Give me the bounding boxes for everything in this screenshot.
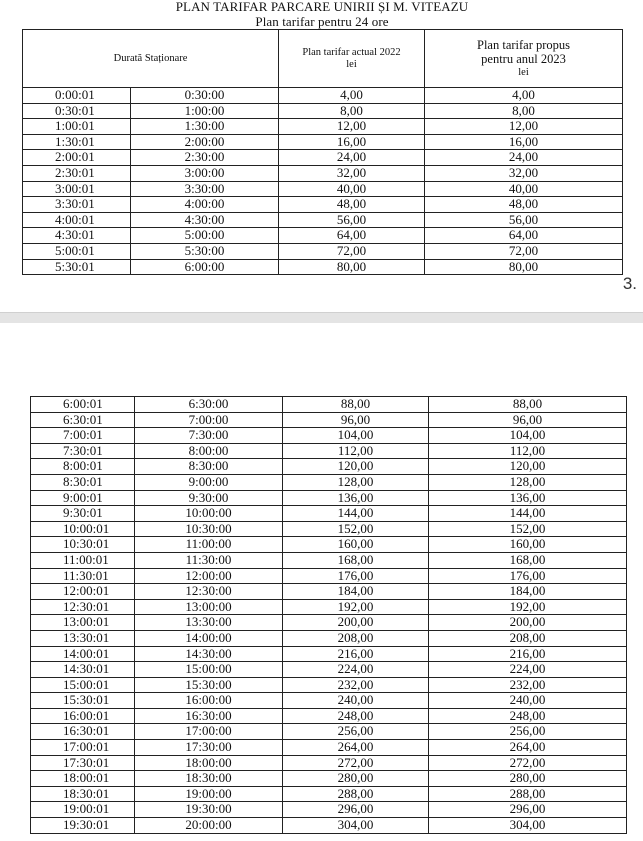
cell-proposed-price: 224,00 [429, 662, 627, 678]
cell-current-price: 144,00 [283, 506, 429, 522]
cell-current-price: 40,00 [279, 181, 425, 197]
cell-proposed-price: 264,00 [429, 740, 627, 756]
table-row [31, 802, 627, 818]
cell-current-price: 12,00 [279, 119, 425, 135]
page-number: 3. [622, 274, 637, 293]
cell-proposed-price: 72,00 [425, 243, 623, 259]
header-proposed-label: Plan tarifar propus pentru anul 2023 [477, 37, 571, 66]
cell-current-price: 104,00 [283, 428, 429, 444]
cell-from: 16:00:01 [31, 708, 135, 724]
table-row [31, 630, 627, 646]
table-row [23, 212, 623, 228]
cell-from: 18:00:01 [31, 771, 135, 787]
cell-proposed-price: 296,00 [429, 802, 627, 818]
cell-from: 0:00:01 [23, 88, 131, 104]
tariff-table-page-2 [30, 396, 627, 834]
table-row [31, 693, 627, 709]
page-subtitle: Plan tarifar pentru 24 ore [255, 14, 389, 29]
cell-proposed-price: 168,00 [429, 552, 627, 568]
cell-from: 1:00:01 [23, 119, 131, 135]
cell-to: 13:30:00 [135, 615, 283, 631]
cell-from: 4:30:01 [23, 228, 131, 244]
header-proposed-unit: lei [518, 66, 529, 78]
table-row [23, 259, 623, 275]
document-page-2 [0, 323, 643, 841]
cell-to: 19:30:00 [135, 802, 283, 818]
cell-to: 14:30:00 [135, 646, 283, 662]
cell-from: 7:00:01 [31, 428, 135, 444]
cell-proposed-price: 176,00 [429, 568, 627, 584]
cell-to: 8:30:00 [135, 459, 283, 475]
cell-from: 11:00:01 [31, 552, 135, 568]
cell-proposed-price: 32,00 [425, 165, 623, 181]
cell-current-price: 120,00 [283, 459, 429, 475]
cell-to: 11:00:00 [135, 537, 283, 553]
table-row [23, 119, 623, 135]
cell-current-price: 304,00 [283, 818, 429, 834]
cell-from: 14:30:01 [31, 662, 135, 678]
cell-proposed-price: 64,00 [425, 228, 623, 244]
cell-current-price: 240,00 [283, 693, 429, 709]
cell-from: 17:30:01 [31, 755, 135, 771]
cell-to: 9:00:00 [135, 474, 283, 490]
cell-current-price: 72,00 [279, 243, 425, 259]
table-row [31, 584, 627, 600]
cell-proposed-price: 248,00 [429, 708, 627, 724]
cell-proposed-price: 112,00 [429, 443, 627, 459]
table-header-row [23, 30, 623, 88]
cell-current-price: 280,00 [283, 771, 429, 787]
table-row [23, 88, 623, 104]
cell-current-price: 32,00 [279, 165, 425, 181]
cell-current-price: 160,00 [283, 537, 429, 553]
table-row [31, 708, 627, 724]
cell-from: 6:30:01 [31, 412, 135, 428]
cell-to: 8:00:00 [135, 443, 283, 459]
header-duration: Durată Staționare [23, 30, 279, 88]
cell-from: 10:30:01 [31, 537, 135, 553]
cell-proposed-price: 16,00 [425, 134, 623, 150]
cell-current-price: 24,00 [279, 150, 425, 166]
cell-current-price: 208,00 [283, 630, 429, 646]
cell-current-price: 296,00 [283, 802, 429, 818]
table-row [31, 568, 627, 584]
cell-proposed-price: 288,00 [429, 786, 627, 802]
cell-to: 5:00:00 [131, 228, 279, 244]
table-row [31, 459, 627, 475]
table-row [31, 771, 627, 787]
cell-proposed-price: 216,00 [429, 646, 627, 662]
cell-to: 0:30:00 [131, 88, 279, 104]
cell-from: 3:00:01 [23, 181, 131, 197]
table-row [31, 677, 627, 693]
cell-to: 10:00:00 [135, 506, 283, 522]
table-row [31, 662, 627, 678]
tariff-table-page-1 [22, 29, 623, 275]
cell-current-price: 168,00 [283, 552, 429, 568]
table-row [31, 740, 627, 756]
cell-from: 15:00:01 [31, 677, 135, 693]
table-row [23, 134, 623, 150]
cell-proposed-price: 40,00 [425, 181, 623, 197]
cell-to: 17:00:00 [135, 724, 283, 740]
cell-current-price: 88,00 [283, 397, 429, 413]
cell-proposed-price: 208,00 [429, 630, 627, 646]
cell-current-price: 80,00 [279, 259, 425, 275]
cell-from: 0:30:01 [23, 103, 131, 119]
cell-proposed-price: 200,00 [429, 615, 627, 631]
cell-to: 1:30:00 [131, 119, 279, 135]
cell-proposed-price: 8,00 [425, 103, 623, 119]
cell-to: 12:00:00 [135, 568, 283, 584]
cell-from: 4:00:01 [23, 212, 131, 228]
cell-from: 9:30:01 [31, 506, 135, 522]
cell-proposed-price: 304,00 [429, 818, 627, 834]
table-row [23, 228, 623, 244]
cell-from: 10:00:01 [31, 521, 135, 537]
header-current-tariff [279, 30, 425, 88]
cell-to: 7:30:00 [135, 428, 283, 444]
table-row [31, 397, 627, 413]
cell-from: 2:30:01 [23, 165, 131, 181]
cell-proposed-price: 120,00 [429, 459, 627, 475]
cell-to: 6:00:00 [131, 259, 279, 275]
cell-to: 18:00:00 [135, 755, 283, 771]
table-row [23, 243, 623, 259]
cell-proposed-price: 280,00 [429, 771, 627, 787]
cell-to: 16:30:00 [135, 708, 283, 724]
table-row [23, 103, 623, 119]
cell-to: 15:00:00 [135, 662, 283, 678]
table-row [23, 165, 623, 181]
cell-current-price: 288,00 [283, 786, 429, 802]
table-row [31, 724, 627, 740]
cell-current-price: 272,00 [283, 755, 429, 771]
cell-from: 11:30:01 [31, 568, 135, 584]
cell-to: 9:30:00 [135, 490, 283, 506]
table-row [31, 646, 627, 662]
cell-from: 8:30:01 [31, 474, 135, 490]
cell-from: 7:30:01 [31, 443, 135, 459]
cell-proposed-price: 56,00 [425, 212, 623, 228]
cell-proposed-price: 144,00 [429, 506, 627, 522]
cell-from: 19:00:01 [31, 802, 135, 818]
cell-from: 6:00:01 [31, 397, 135, 413]
cell-from: 17:00:01 [31, 740, 135, 756]
cell-proposed-price: 104,00 [429, 428, 627, 444]
table-row [23, 197, 623, 213]
cell-from: 8:00:01 [31, 459, 135, 475]
cell-proposed-price: 160,00 [429, 537, 627, 553]
cell-from: 5:00:01 [23, 243, 131, 259]
cell-to: 13:00:00 [135, 599, 283, 615]
table-row [31, 428, 627, 444]
cell-to: 10:30:00 [135, 521, 283, 537]
table-row [31, 755, 627, 771]
cell-from: 3:30:01 [23, 197, 131, 213]
cell-from: 5:30:01 [23, 259, 131, 275]
cell-from: 13:30:01 [31, 630, 135, 646]
cell-to: 14:00:00 [135, 630, 283, 646]
cell-proposed-price: 272,00 [429, 755, 627, 771]
cell-proposed-price: 24,00 [425, 150, 623, 166]
cell-from: 16:30:01 [31, 724, 135, 740]
document-page-1 [0, 0, 643, 312]
cell-to: 20:00:00 [135, 818, 283, 834]
cell-current-price: 176,00 [283, 568, 429, 584]
cell-current-price: 192,00 [283, 599, 429, 615]
cell-from: 12:30:01 [31, 599, 135, 615]
cell-proposed-price: 136,00 [429, 490, 627, 506]
cell-from: 14:00:01 [31, 646, 135, 662]
cell-from: 12:00:01 [31, 584, 135, 600]
cell-to: 3:30:00 [131, 181, 279, 197]
cell-current-price: 200,00 [283, 615, 429, 631]
cell-current-price: 64,00 [279, 228, 425, 244]
cell-proposed-price: 12,00 [425, 119, 623, 135]
cell-current-price: 184,00 [283, 584, 429, 600]
cell-to: 11:30:00 [135, 552, 283, 568]
cell-proposed-price: 192,00 [429, 599, 627, 615]
table-row [31, 474, 627, 490]
table-row [23, 181, 623, 197]
cell-to: 2:30:00 [131, 150, 279, 166]
header-proposed-tariff [425, 30, 623, 88]
cell-to: 16:00:00 [135, 693, 283, 709]
table-row [31, 552, 627, 568]
cell-current-price: 96,00 [283, 412, 429, 428]
cell-from: 18:30:01 [31, 786, 135, 802]
cell-proposed-price: 232,00 [429, 677, 627, 693]
cell-to: 1:00:00 [131, 103, 279, 119]
table-row [31, 599, 627, 615]
table-row [23, 150, 623, 166]
cell-current-price: 48,00 [279, 197, 425, 213]
cell-from: 2:00:01 [23, 150, 131, 166]
cell-current-price: 224,00 [283, 662, 429, 678]
cell-from: 19:30:01 [31, 818, 135, 834]
cell-to: 6:30:00 [135, 397, 283, 413]
cell-current-price: 264,00 [283, 740, 429, 756]
cell-current-price: 128,00 [283, 474, 429, 490]
cell-to: 3:00:00 [131, 165, 279, 181]
cell-proposed-price: 48,00 [425, 197, 623, 213]
table-row [31, 506, 627, 522]
table-row [31, 521, 627, 537]
cell-to: 19:00:00 [135, 786, 283, 802]
cell-proposed-price: 4,00 [425, 88, 623, 104]
cell-proposed-price: 88,00 [429, 397, 627, 413]
cell-to: 17:30:00 [135, 740, 283, 756]
cell-from: 15:30:01 [31, 693, 135, 709]
cell-current-price: 232,00 [283, 677, 429, 693]
cell-current-price: 56,00 [279, 212, 425, 228]
cell-current-price: 16,00 [279, 134, 425, 150]
cell-to: 7:00:00 [135, 412, 283, 428]
cell-proposed-price: 96,00 [429, 412, 627, 428]
table-row [31, 490, 627, 506]
header-current-unit: lei [346, 58, 357, 70]
cell-to: 2:00:00 [131, 134, 279, 150]
cell-to: 5:30:00 [131, 243, 279, 259]
cell-to: 4:00:00 [131, 197, 279, 213]
cell-proposed-price: 80,00 [425, 259, 623, 275]
cell-current-price: 248,00 [283, 708, 429, 724]
cell-current-price: 4,00 [279, 88, 425, 104]
table-row [31, 615, 627, 631]
cell-to: 15:30:00 [135, 677, 283, 693]
cell-current-price: 136,00 [283, 490, 429, 506]
table-row [31, 786, 627, 802]
table-row [31, 818, 627, 834]
cell-to: 18:30:00 [135, 771, 283, 787]
table-row [31, 443, 627, 459]
cell-current-price: 8,00 [279, 103, 425, 119]
page-title: PLAN TARIFAR PARCARE UNIRII ȘI M. VITEAZU [175, 0, 469, 14]
table-row [31, 537, 627, 553]
cell-to: 4:30:00 [131, 212, 279, 228]
cell-current-price: 216,00 [283, 646, 429, 662]
cell-current-price: 112,00 [283, 443, 429, 459]
cell-from: 9:00:01 [31, 490, 135, 506]
header-current-label: Plan tarifar actual 2022 [302, 46, 401, 58]
table-row [31, 412, 627, 428]
cell-to: 12:30:00 [135, 584, 283, 600]
cell-proposed-price: 240,00 [429, 693, 627, 709]
cell-proposed-price: 184,00 [429, 584, 627, 600]
cell-proposed-price: 256,00 [429, 724, 627, 740]
cell-current-price: 256,00 [283, 724, 429, 740]
cell-from: 13:00:01 [31, 615, 135, 631]
cell-from: 1:30:01 [23, 134, 131, 150]
cell-current-price: 152,00 [283, 521, 429, 537]
cell-proposed-price: 128,00 [429, 474, 627, 490]
cell-proposed-price: 152,00 [429, 521, 627, 537]
